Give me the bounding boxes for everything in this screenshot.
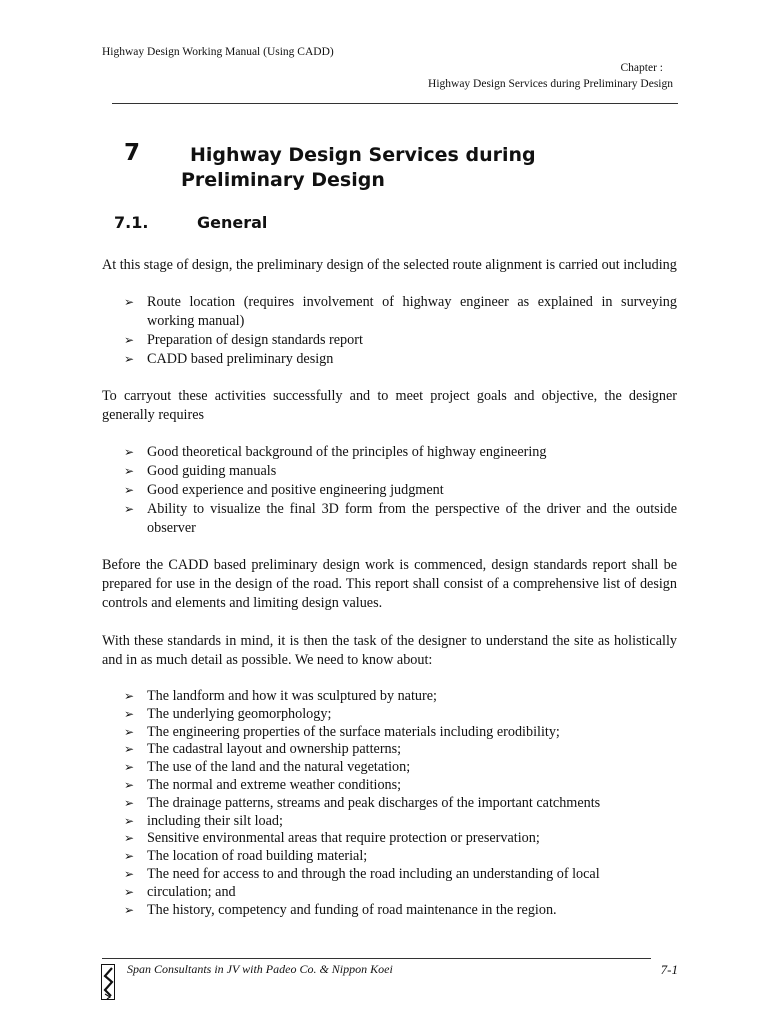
arrow-bullet-icon: ➢ <box>124 902 135 917</box>
arrow-bullet-icon: ➢ <box>124 333 135 347</box>
arrow-bullet-icon: ➢ <box>124 295 135 309</box>
company-logo-icon <box>101 964 116 1000</box>
chapter-title <box>181 143 536 193</box>
list-item: ➢ The need for access to and through the road including an understanding of local <box>124 865 600 882</box>
list-item: ➢ The underlying geomorphology; <box>124 705 332 722</box>
arrow-bullet-icon: ➢ <box>124 724 135 739</box>
paragraph-site: With these standards in mind, it is then the task of the designer to understand the site as holistically and in as much detail as possible. We need to know about: <box>102 633 677 668</box>
list-item: ➢ Good experience and positive engineering judgment <box>124 482 444 498</box>
arrow-bullet-icon: ➢ <box>124 464 135 478</box>
header-doc-title: Highway Design Working Manual (Using CADD) <box>102 46 334 58</box>
header-chapter-name: Highway Design Services during Preliminary Design <box>428 78 673 90</box>
paragraph-standards: Before the CADD based preliminary design work is commenced, design standards report shall be prepared for use in the design of the road. This report shall consist of a comprehensive list of design controls and elements and limiting design values. <box>102 557 677 611</box>
arrow-bullet-icon: ➢ <box>124 445 135 459</box>
paragraph-requirements: To carryout these activities successfully and to meet project goals and objective, the designer generally requires <box>102 388 677 423</box>
list-item: ➢ The landform and how it was sculptured by nature; <box>124 688 437 704</box>
list-item: ➢ The normal and extreme weather conditions; <box>124 776 402 793</box>
header-chapter-block <box>428 60 673 92</box>
list-item: ➢ Sensitive environmental areas that require protection or preservation; <box>124 830 540 847</box>
list-item: ➢ Route location (requires involvement of highway engineer as explained in surveying working manual) <box>124 294 677 329</box>
footer-divider <box>102 958 651 959</box>
body-text <box>102 256 677 919</box>
section-title: General <box>197 213 268 232</box>
chapter-title-line2: Preliminary Design <box>181 169 385 191</box>
site-knowledge-list <box>102 688 677 919</box>
section-number: 7.1. <box>114 213 149 232</box>
arrow-bullet-icon: ➢ <box>124 760 135 775</box>
list-item: ➢ The location of road building material; <box>124 848 368 865</box>
arrow-bullet-icon: ➢ <box>124 777 135 792</box>
chapter-title-line1: Highway Design Services during <box>190 144 536 166</box>
arrow-bullet-icon: ➢ <box>124 689 135 703</box>
activities-list <box>102 293 677 369</box>
page-number: 7-1 <box>660 962 678 977</box>
arrow-bullet-icon: ➢ <box>124 502 135 516</box>
arrow-bullet-icon: ➢ <box>124 831 135 846</box>
list-item: ➢ including their silt load; <box>124 812 283 829</box>
arrow-bullet-icon: ➢ <box>124 866 135 881</box>
list-item: ➢ Good guiding manuals <box>124 463 277 479</box>
arrow-bullet-icon: ➢ <box>124 706 135 721</box>
arrow-bullet-icon: ➢ <box>124 742 135 757</box>
list-item: ➢ The drainage patterns, streams and peak discharges of the important catchments <box>124 794 601 811</box>
requirements-list <box>102 443 677 538</box>
arrow-bullet-icon: ➢ <box>124 352 135 366</box>
footer-company: Span Consultants in JV with Padeo Co. & Nippon Koei <box>127 962 393 976</box>
arrow-bullet-icon: ➢ <box>124 483 135 497</box>
chapter-number: 7 <box>124 140 141 166</box>
arrow-bullet-icon: ➢ <box>124 813 135 828</box>
list-item: ➢ CADD based preliminary design <box>124 351 334 367</box>
list-item: ➢ Preparation of design standards report <box>124 332 363 348</box>
header-divider <box>112 103 678 104</box>
list-item: ➢ The engineering properties of the surface materials including erodibility; <box>124 723 560 740</box>
list-item: ➢ The cadastral layout and ownership patterns; <box>124 741 402 758</box>
paragraph-intro: At this stage of design, the preliminary design of the selected route alignment is carried out including <box>102 257 677 273</box>
header-chapter-label: Chapter : <box>620 62 663 74</box>
arrow-bullet-icon: ➢ <box>124 795 135 810</box>
list-item: ➢ The history, competency and funding of road maintenance in the region. <box>124 901 557 918</box>
list-item: ➢ circulation; and <box>124 883 236 900</box>
list-item: ➢ The use of the land and the natural vegetation; <box>124 759 411 776</box>
list-item: ➢ Ability to visualize the final 3D form from the perspective of the driver and the outside observer <box>124 501 677 536</box>
list-item: ➢ Good theoretical background of the principles of highway engineering <box>124 444 547 460</box>
arrow-bullet-icon: ➢ <box>124 884 135 899</box>
arrow-bullet-icon: ➢ <box>124 849 135 864</box>
